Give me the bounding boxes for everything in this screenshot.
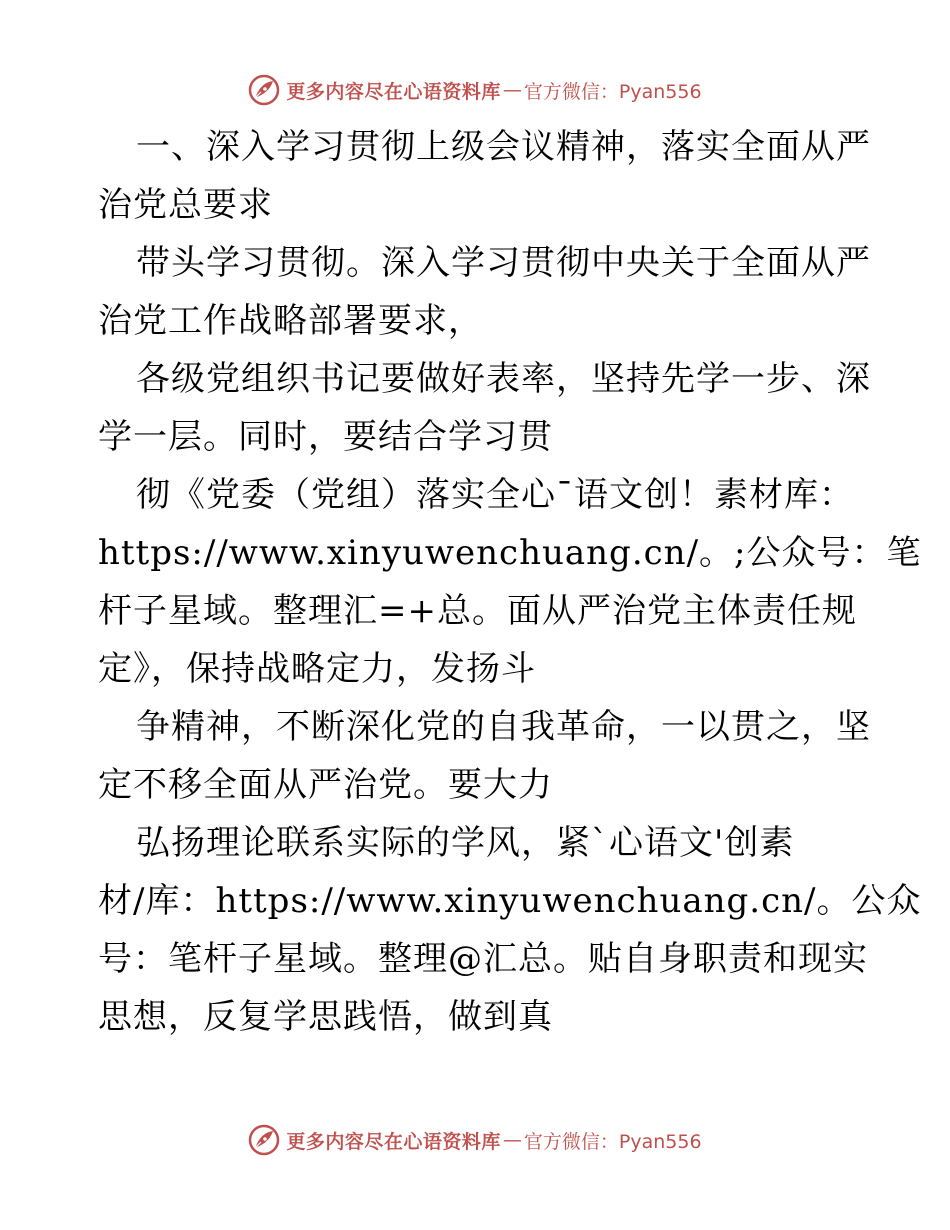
pen-nib-logo-icon — [248, 74, 280, 106]
pen-nib-logo-icon — [248, 1124, 280, 1156]
body-text-line: 治党总要求 — [98, 185, 273, 225]
body-text-line: 各级党组织书记要做好表率，坚持先学一步、深 — [136, 359, 871, 399]
body-text-line: 材/库：https://www.xinyuwenchuang.cn/。公众 — [98, 881, 922, 921]
banner-title: 更多内容尽在心语资料库 — [286, 1130, 501, 1153]
banner-dash: — — [502, 79, 522, 101]
body-text-line: 定》，保持战略定力，发扬斗 — [98, 649, 536, 689]
footer-banner — [0, 1120, 950, 1160]
body-text-line: 治党工作战略部署要求， — [98, 301, 483, 341]
body-text-line: 争精神，不断深化党的自我革命，一以贯之，坚 — [136, 707, 871, 747]
body-text-line: 学一层。同时，要结合学习贯 — [98, 417, 553, 457]
body-text-line: https://www.xinyuwenchuang.cn/。;公众号：笔 — [98, 533, 922, 573]
body-text-line: 彻《党委（党组）落实全心¯语文创！素材库： — [136, 475, 854, 515]
body-text-line: 号：笔杆子星域。整理@汇总。贴自身职责和现实 — [98, 939, 868, 979]
document-body — [98, 118, 922, 1046]
body-text-line: 带头学习贯彻。深入学习贯彻中央关于全面从严 — [136, 243, 871, 283]
banner-contact: 官方微信：Pyan556 — [523, 80, 702, 103]
banner-contact: 官方微信：Pyan556 — [523, 1130, 702, 1153]
body-text-line: 弘扬理论联系实际的学风，紧`心语文'创素 — [136, 823, 795, 863]
body-text-line: 思想，反复学思践悟，做到真 — [98, 997, 553, 1037]
header-banner — [0, 70, 950, 110]
body-text-line: 杆子星域。整理汇=+总。面从严治党主体责任规 — [98, 591, 857, 631]
banner-dash: — — [502, 1129, 522, 1151]
body-text-line: 一、深入学习贯彻上级会议精神，落实全面从严 — [136, 127, 871, 167]
banner-title: 更多内容尽在心语资料库 — [286, 80, 501, 103]
body-text-line: 定不移全面从严治党。要大力 — [98, 765, 553, 805]
